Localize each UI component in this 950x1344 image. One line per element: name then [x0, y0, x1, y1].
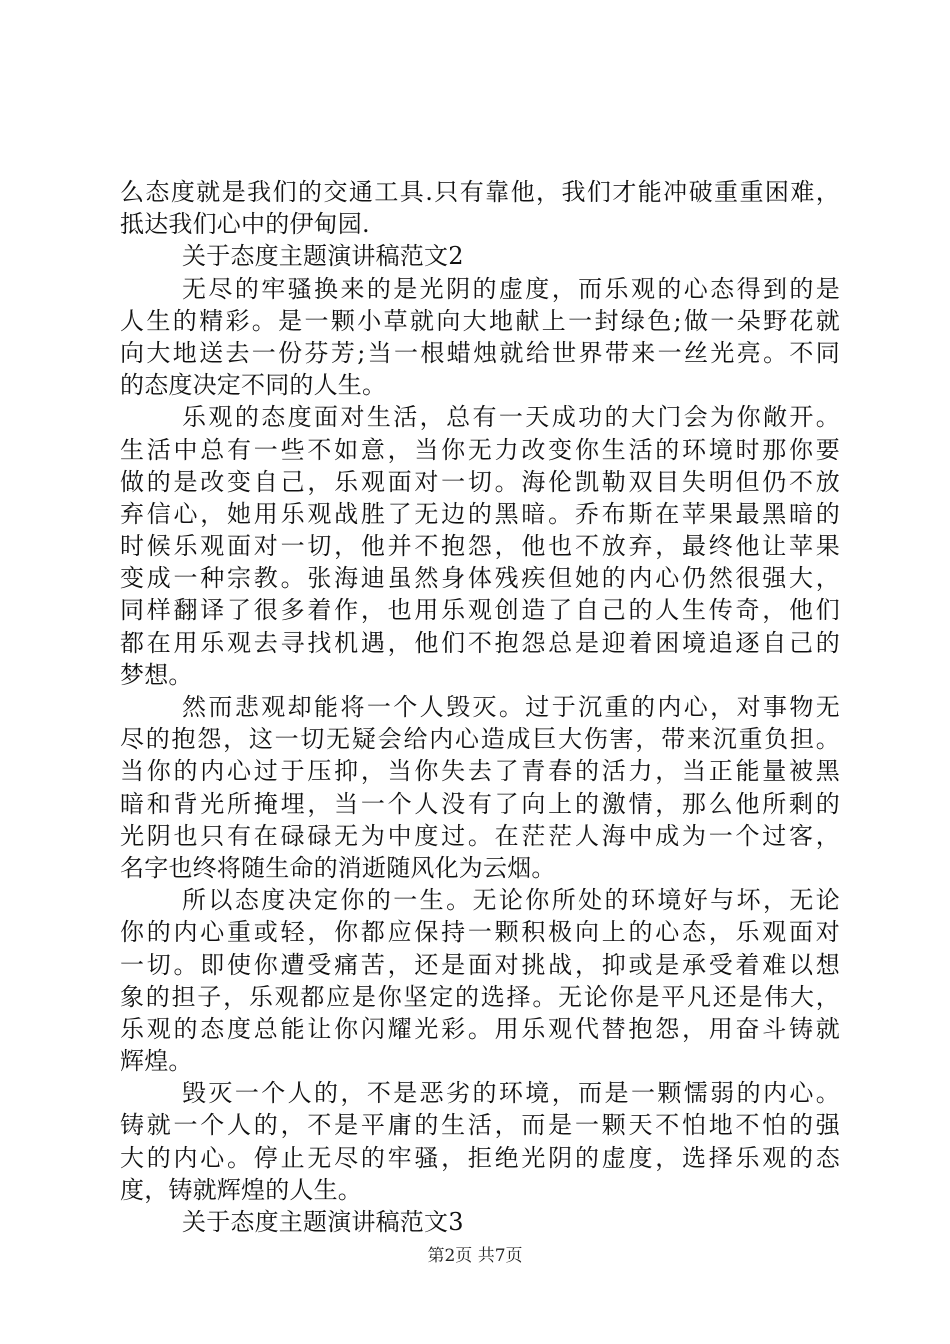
body-text — [120, 176, 840, 1238]
text-line: 乐观的态度总能让你闪耀光彩。用乐观代替抱怨，用奋斗铸就 — [120, 1014, 840, 1043]
text-line: 度，铸就辉煌的人生。 — [120, 1175, 362, 1204]
text-line: 做的是改变自己，乐观面对一切。海伦凯勒双目失明但仍不放 — [120, 467, 840, 496]
text-line: 然而悲观却能将一个人毁灭。过于沉重的内心，对事物无 — [182, 693, 840, 721]
text-line: 名字也终将随生命的消逝随风化为云烟。 — [120, 853, 556, 882]
text-line: 暗和背光所掩埋，当一个人没有了向上的激情，那么他所剩的 — [120, 789, 840, 818]
text-line: 尽的抱怨，这一切无疑会给内心造成巨大伤害，带来沉重负担。 — [120, 725, 840, 754]
text-line: 梦想。 — [120, 660, 193, 689]
text-line: 无尽的牢骚换来的是光阴的虚度，而乐观的心态得到的是 — [182, 274, 840, 303]
text-line: 象的担子，乐观都应是你坚定的选择。无论你是平凡还是伟大， — [120, 982, 840, 1011]
text-line: 同样翻译了很多着作，也用乐观创造了自己的人生传奇，他们 — [120, 596, 840, 625]
text-line: 光阴也只有在碌碌无为中度过。在茫茫人海中成为一个过客， — [120, 821, 840, 850]
text-line: 当你的内心过于压抑，当你失去了青春的活力，当正能量被黑 — [120, 757, 840, 786]
text-line: 你的内心重或轻，你都应保持一颗积极向上的心态，乐观面对 — [120, 918, 840, 947]
text-line: 乐观的态度面对生活，总有一天成功的大门会为你敞开。 — [182, 403, 840, 432]
text-line: 辉煌。 — [120, 1047, 193, 1076]
text-line: 么态度就是我们的交通工具.只有靠他，我们才能冲破重重困难， — [120, 178, 840, 206]
page-number-footer: 第2页 共7页 — [427, 1246, 523, 1266]
text-line: 铸就一个人的，不是平庸的生活，而是一颗天不怕地不怕的强 — [120, 1111, 840, 1140]
text-line: 所以态度决定你的一生。无论你所处的环境好与坏，无论 — [182, 886, 840, 915]
text-line: 大的内心。停止无尽的牢骚，拒绝光阴的虚度，选择乐观的态 — [120, 1143, 840, 1172]
text-line: 生活中总有一些不如意，当你无力改变你生活的环境时那你要 — [120, 435, 840, 464]
text-line: 一切。即使你遭受痛苦，还是面对挑战，抑或是承受着难以想 — [120, 950, 840, 979]
text-line: 时候乐观面对一切，他并不抱怨，他也不放弃，最终他让苹果 — [120, 532, 840, 561]
text-line: 抵达我们心中的伊甸园. — [120, 210, 370, 239]
text-line: 毁灭一个人的，不是恶劣的环境，而是一颗懦弱的内心。 — [182, 1079, 840, 1108]
section-heading: 关于态度主题演讲稿范文3 — [182, 1208, 464, 1236]
text-line: 变成一种宗教。张海迪虽然身体残疾但她的内心仍然很强大， — [120, 564, 840, 593]
text-line: 向大地送去一份芬芳;当一根蜡烛就给世界带来一丝光亮。不同 — [120, 338, 840, 367]
text-line: 人生的精彩。是一颗小草就向大地献上一封绿色;做一朵野花就 — [120, 306, 840, 335]
text-line: 都在用乐观去寻找机遇，他们不抱怨总是迎着困境追逐自己的 — [120, 628, 840, 657]
text-line: 弃信心，她用乐观战胜了无边的黑暗。乔布斯在苹果最黑暗的 — [120, 499, 840, 528]
section-heading: 关于态度主题演讲稿范文2 — [182, 242, 464, 271]
text-line: 的态度决定不同的人生。 — [120, 371, 387, 400]
